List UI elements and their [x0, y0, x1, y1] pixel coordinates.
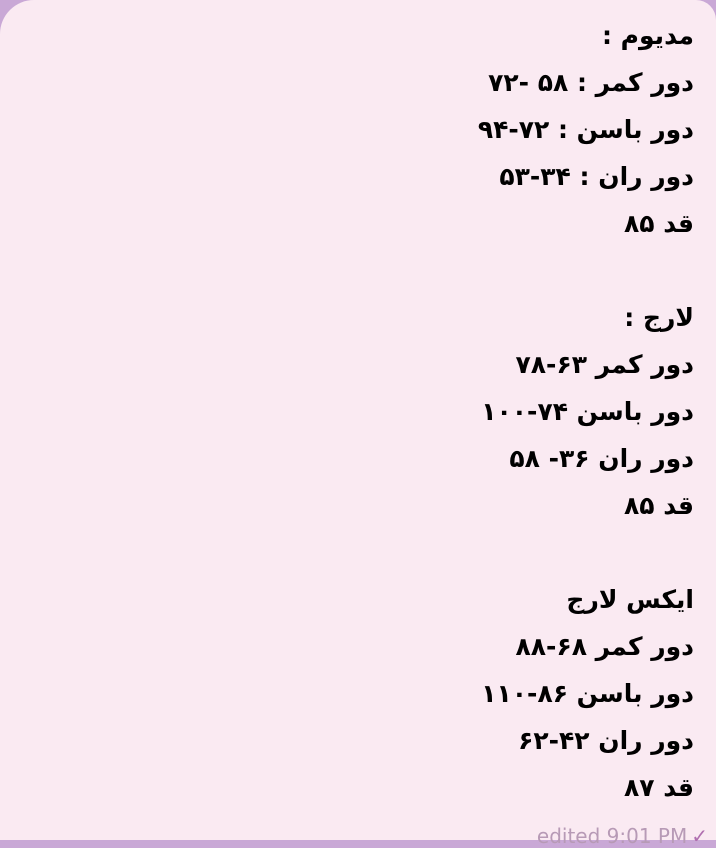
xlarge-length: قد ۸۷	[623, 773, 694, 802]
edited-timestamp: edited 9:01 PM	[536, 824, 688, 848]
section-title-medium: مدیوم :	[601, 21, 694, 50]
read-check-icon: ✓	[691, 824, 708, 848]
large-thigh: دور ران ۳۶- ۵۸	[509, 444, 694, 473]
medium-hip: دور باسن : ۷۲-۹۴	[477, 115, 694, 144]
section-title-xlarge: ایکس لارج	[566, 585, 694, 614]
medium-thigh: دور ران : ۳۴-۵۳	[499, 162, 694, 191]
message-text	[478, 12, 694, 811]
section-title-large: لارج :	[624, 303, 694, 332]
spacer	[478, 247, 694, 294]
large-hip: دور باسن ۷۴-۱۰۰	[481, 397, 694, 426]
large-length: قد ۸۵	[623, 491, 694, 520]
message-meta	[537, 824, 708, 848]
medium-length: قد ۸۵	[623, 209, 694, 238]
spacer	[478, 529, 694, 576]
large-waist: دور کمر ۶۳-۷۸	[515, 350, 694, 379]
medium-waist: دور کمر : ۵۸ -۷۲	[488, 68, 694, 97]
xlarge-hip: دور باسن ۸۶-۱۱۰	[481, 679, 694, 708]
xlarge-waist: دور کمر ۶۸-۸۸	[515, 632, 694, 661]
xlarge-thigh: دور ران ۴۲-۶۲	[518, 726, 694, 755]
